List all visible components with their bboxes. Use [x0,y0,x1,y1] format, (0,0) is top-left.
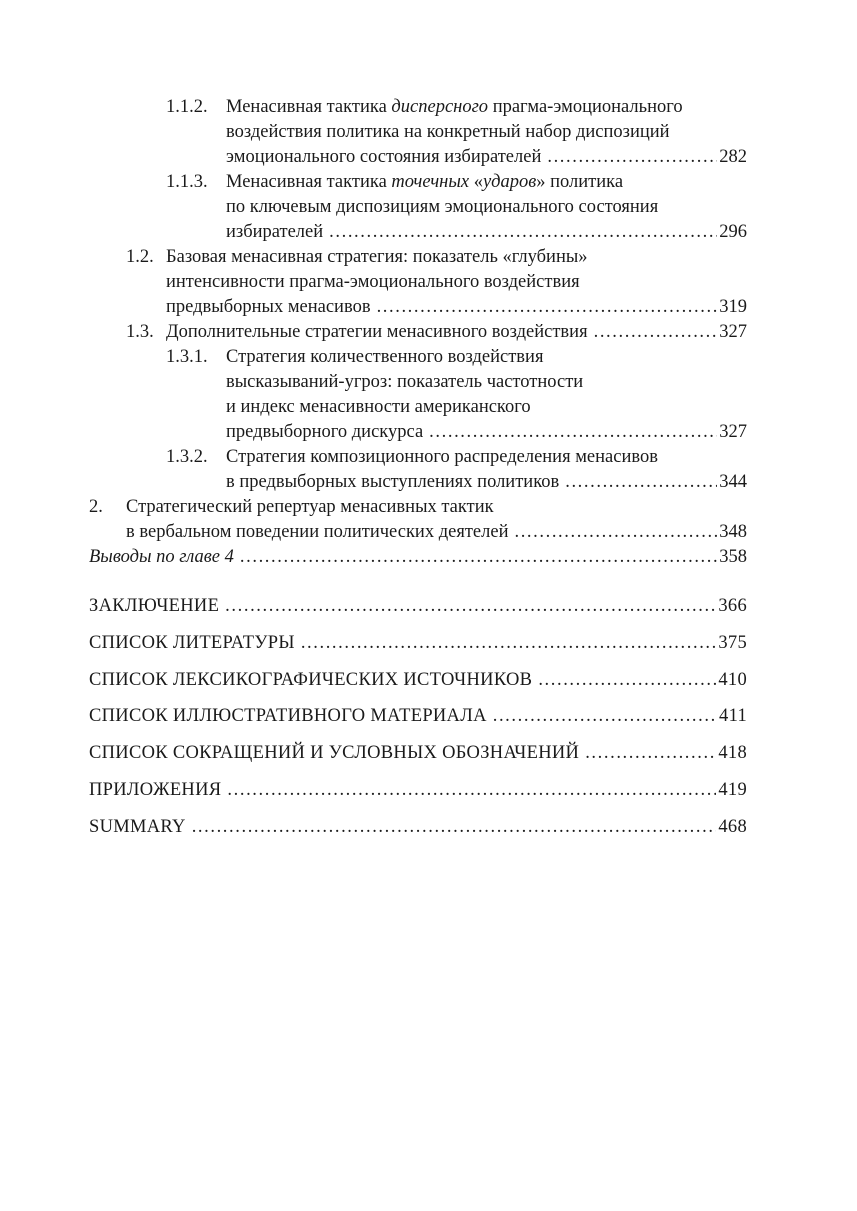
section-title: СПИСОК ЛИТЕРАТУРЫ [89,633,295,653]
entry-title-line: и индекс менасивности американского [226,397,531,417]
dot-leader [240,545,717,570]
dot-leader [538,668,716,693]
dot-leader [514,520,717,545]
toc-section-lexicographic-sources[interactable] [89,668,747,693]
entry-number: 1.3.1. [166,347,208,367]
entry-leader-line: эмоционального состояния избирателей ..... 282 [226,145,747,170]
dot-leader [594,320,718,345]
page-number: 410 [718,670,747,690]
page-number: 344 [719,472,747,492]
dot-leader [377,295,718,320]
entry-number: 1.1.3. [166,172,208,192]
page-number: 366 [718,596,747,616]
page-number: 419 [718,780,747,800]
entry-leader-line: предвыборных менасивов ..... 319 [166,295,747,320]
entry-number: 1.1.2. [166,97,208,117]
dot-leader [192,815,717,840]
entry-leader-line: предвыборного дискурса ..... 327 [226,420,747,445]
section-title: ЗАКЛЮЧЕНИЕ [89,596,220,616]
page-number: 411 [719,706,747,726]
page-number: 327 [719,422,747,442]
page-number: 375 [718,633,747,653]
dot-leader [585,741,716,766]
toc-section-summary[interactable] [89,815,747,840]
entry-number: 1.3.2. [166,447,208,467]
entry-title-line: высказываний-угроз: показатель частотности [226,372,584,392]
entry-leader-line: в вербальном поведении политических деятелей ..... 348 [126,520,747,545]
entry-title-line: Базовая менасивная стратегия: показатель «глубины» [166,247,588,267]
entry-leader-line: избирателей ..... 296 [226,220,747,245]
entry-number: 1.3. [126,322,154,342]
entry-title-line: Менасивная тактика точечных «ударов» политика [226,172,624,192]
page-number: 358 [719,547,747,567]
page-number: 327 [719,322,747,342]
page-number: 418 [718,743,747,763]
entry-number: 2. [89,497,103,517]
dot-leader [329,220,717,245]
dot-leader [565,470,717,495]
toc-entry-conclusions[interactable] [89,545,747,570]
dot-leader [227,778,716,803]
page-number: 348 [719,522,747,542]
entry-title-line: Стратегический репертуар менасивных тактик [126,497,494,517]
page-number: 319 [719,297,747,317]
entry-number: 1.2. [126,247,154,267]
section-title: SUMMARY [89,817,186,837]
entry-title-line: по ключевым диспозициям эмоционального состояния [226,197,659,217]
section-title: СПИСОК ЛЕКСИКОГРАФИЧЕСКИХ ИСТОЧНИКОВ [89,670,533,690]
toc-section-bibliography[interactable] [89,631,747,656]
entry-leader-line: Дополнительные стратегии менасивного воздействия ..... 327 [166,320,747,345]
entry-title-line: Стратегия композиционного распределения менасивов [226,447,658,467]
dot-leader [493,704,717,729]
entry-title-line: Менасивная тактика дисперсного прагма-эмоционального [226,97,683,117]
entry-title: Выводы по главе 4 [89,547,234,567]
section-title: СПИСОК ИЛЛЮСТРАТИВНОГО МАТЕРИАЛА [89,706,487,726]
page-number: 296 [719,222,747,242]
entry-leader-line: в предвыборных выступлениях политиков ..... 344 [226,470,747,495]
toc-section-conclusion[interactable] [89,594,747,619]
section-title: ПРИЛОЖЕНИЯ [89,780,222,800]
entry-title-line: Стратегия количественного воздействия [226,347,544,367]
dot-leader [547,145,717,170]
entry-title-line: воздействия политика на конкретный набор диспозиций [226,122,670,142]
toc-section-abbreviations[interactable] [89,741,747,766]
toc-section-illustrative-material[interactable] [89,704,747,729]
page-number: 468 [718,817,747,837]
page-number: 282 [719,147,747,167]
dot-leader [301,631,717,656]
dot-leader [225,594,716,619]
dot-leader [429,420,717,445]
entry-title-line: интенсивности прагма-эмоционального воздействия [166,272,580,292]
section-title: СПИСОК СОКРАЩЕНИЙ И УСЛОВНЫХ ОБОЗНАЧЕНИЙ [89,743,580,763]
toc-section-appendices[interactable] [89,778,747,803]
